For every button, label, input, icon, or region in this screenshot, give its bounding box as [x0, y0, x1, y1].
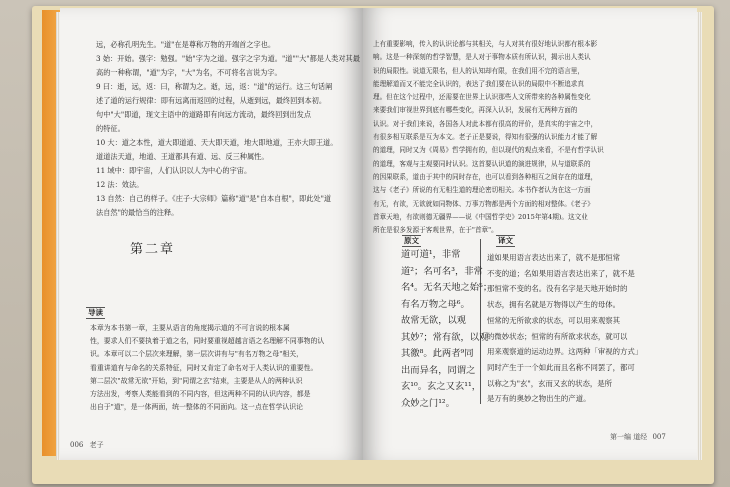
translation-line: 不变的道；名如果用语言表达出来了，就不是 [487, 268, 635, 278]
note-line: 11 域中：即宇宙，人们认识以人为中心的宇宙。 [96, 166, 252, 175]
original-text [401, 247, 492, 412]
note-line: 远，必称孔明先生。"道"在是尊称万物的开端首之字也。 [96, 40, 276, 49]
right-footer [610, 432, 666, 442]
translation-label: 译文 [498, 236, 513, 245]
left-page-number: 006 [70, 441, 84, 449]
original-line: 其徼⁸。此两者⁹同 [401, 348, 474, 359]
original-label: 原文 [404, 236, 419, 245]
original-line: 名⁴。无名天地之始⁵； [401, 282, 493, 293]
note-line: 法自然"的最恰当的注释。 [96, 208, 179, 217]
note-line: 9 曰：逝，远，返：曰，称谓为之。逝，远，返："道"的运行。这三句话阐 [96, 82, 333, 91]
guide-line: 识。本章可以二个层次来理解，第一层次讲有与"有名万物之母"相关， [90, 350, 304, 359]
note-line: 述了道的运行规律：即有远离而返回的过程，从逝到远，最终回到本初。 [96, 96, 327, 105]
translation-line: 那恒常不变的名。没有名字是天地开始时的 [487, 284, 628, 294]
left-footer [70, 440, 104, 450]
left-running-head: 老子 [89, 441, 104, 449]
note-line: 3 始：开始。强字：勉强。"始"字为之道。强字之字为道。"道""大"都是人类对其最 [96, 54, 360, 63]
guide-label: 导读 [88, 308, 103, 317]
translation-line: 用来观察道的运动边界。这两种「审视的方式」 [487, 347, 643, 357]
intro-line: 有很多相互联系是互为本文。老子正是要说，得知有很强的认识能力才能了解 [373, 133, 598, 142]
intro-line: 认识。对于我们来说，各国各人对此本都有很高的评价，是真实的宇宙之中， [373, 119, 598, 128]
note-line: 的特征。 [96, 124, 125, 133]
note-line: 高的一种称谓，"道"为字，"大"为名，不可将名言说为字。 [96, 68, 282, 77]
original-line: 道可道¹，非常 [401, 249, 461, 260]
original-line: 众妙之门¹²。 [401, 397, 455, 409]
note-line: 13 自然：自己的样子。《庄子·大宗师》篇称"道"是"自本自根"，即此处"道 [96, 194, 332, 203]
chapter-title: 第二章 [130, 242, 176, 257]
note-line: 10 大：道之本性，道大即道道、天大即天道，地大即地道，王亦大即王道。 [96, 138, 338, 147]
original-line: 玄¹⁰。玄之又玄¹¹， [401, 381, 481, 392]
translation-line: 同时产生于一个如此而且名称不同罢了，都可 [487, 362, 635, 372]
translation-line: 是万有的奥妙之物出生的产道。 [487, 394, 591, 404]
original-line: 有名万物之母⁶。 [401, 298, 470, 310]
intro-line: 理。但在这个过程中，还需要在世界上认识那些人文所带来的各种属性变化 [373, 93, 591, 102]
guide-text [90, 322, 324, 414]
translation-text [487, 250, 642, 407]
intro-line: 来要我们审视世界到底有哪些变化，再深入认识，发展有无两种方面的 [373, 106, 578, 115]
original-line: 故常无欲，以观 [401, 315, 467, 326]
intro-line: 识的局限性。说道无限名，但人的认知却有限，在我们用不完的语言里， [373, 66, 584, 75]
guide-line: 性，要求人们不要执着于道之名，同时要重视超越言语之名理解不同事物的认 [90, 337, 325, 346]
original-line: 出而异名，同谓之 [401, 364, 476, 376]
intro-line: 响。这是一种深刻的哲学智慧，是人对于事物本质有所认识，揭示出人类认 [373, 53, 591, 62]
right-intro [373, 38, 604, 237]
translation-line: 状态，拥有名就是万物得以产生的母体。 [487, 300, 621, 310]
intro-line: 这与《老子》所说的有无相生道的理论密切相关。本书作者认为在这一方面 [373, 186, 591, 195]
guide-line: 本章为本书第一章，主要从语言的角度揭示道的不可言说的根本属 [90, 324, 290, 332]
original-line: 其妙⁷；常有欲，以观 [401, 331, 489, 343]
translation-line: 恒常的无所欲求的状态，可以用来观察其 [487, 315, 621, 325]
intro-line: 有无，有欲，无欲就如同物体、万事万物都是两个方面的相对整体。《老子》 [373, 199, 594, 208]
guide-line: 出自于"道"，是一体两面，统一整体的不同面向。这一点在哲学认识论 [90, 403, 304, 412]
right-page-number: 007 [652, 433, 666, 441]
original-line: 道²；名可名³，非常 [401, 265, 483, 277]
guide-line: 方法出发，考察人类能看到的不同内容，但这两种不同的认识内容，都是 [90, 390, 311, 399]
translation-line: 以称之为"玄"，玄而又玄的状态，是所 [487, 378, 613, 388]
left-notes [96, 38, 360, 220]
intro-line: 上有重要影响，传入的认识论都与其相关，与人对其有很好地认识都有根本影 [373, 40, 598, 48]
right-running-head: 第一编 道经 [610, 433, 648, 441]
intro-line: 首章天地，有欲则德无疆界——说《中国哲学史》2015年第4期)。这文业 [373, 212, 588, 221]
guide-line: 第二层次"故常无欲"开始，到"同谓之玄"结束，主要是从人的两种认识 [90, 376, 303, 385]
translation-line: 的微妙状态；恒常的有所欲求状态，就可以 [487, 331, 628, 341]
intro-line: 的道理，客观与主观要同时认识。这首要认识道的演进规律，从与道联系的 [373, 159, 591, 168]
translation-line: 道如果用语言表达出来了，就不是那恒常 [487, 253, 621, 262]
note-line: 12 法：效法。 [96, 180, 144, 189]
intro-line: 能理解道而又不能完全认识的，表达了我们要在认识的局限中不断追求真 [373, 79, 584, 88]
guide-line: 看重讲道有与命名的关系特征，同时又肯定了命名对于人类认识的重要性。 [90, 363, 318, 372]
intro-line: 的道理，同时又为《周易》哲学拥有的，但以现代的观点来看，不是有哲学认识 [373, 146, 604, 155]
note-line: 道道法天道，地道、王道都具有道、远、反三种属性。 [96, 152, 269, 161]
note-line: 句中"大"即道，现文主语中的道路即有向远方流动，最终回到出发点 [96, 110, 312, 119]
intro-line: 的因果联系，道由于其中的同时存在，也可以看到各种相互之间存在的道理， [373, 172, 598, 181]
intro-line: 所在是很多发源于客观世界，在于"首章"。 [373, 226, 498, 235]
